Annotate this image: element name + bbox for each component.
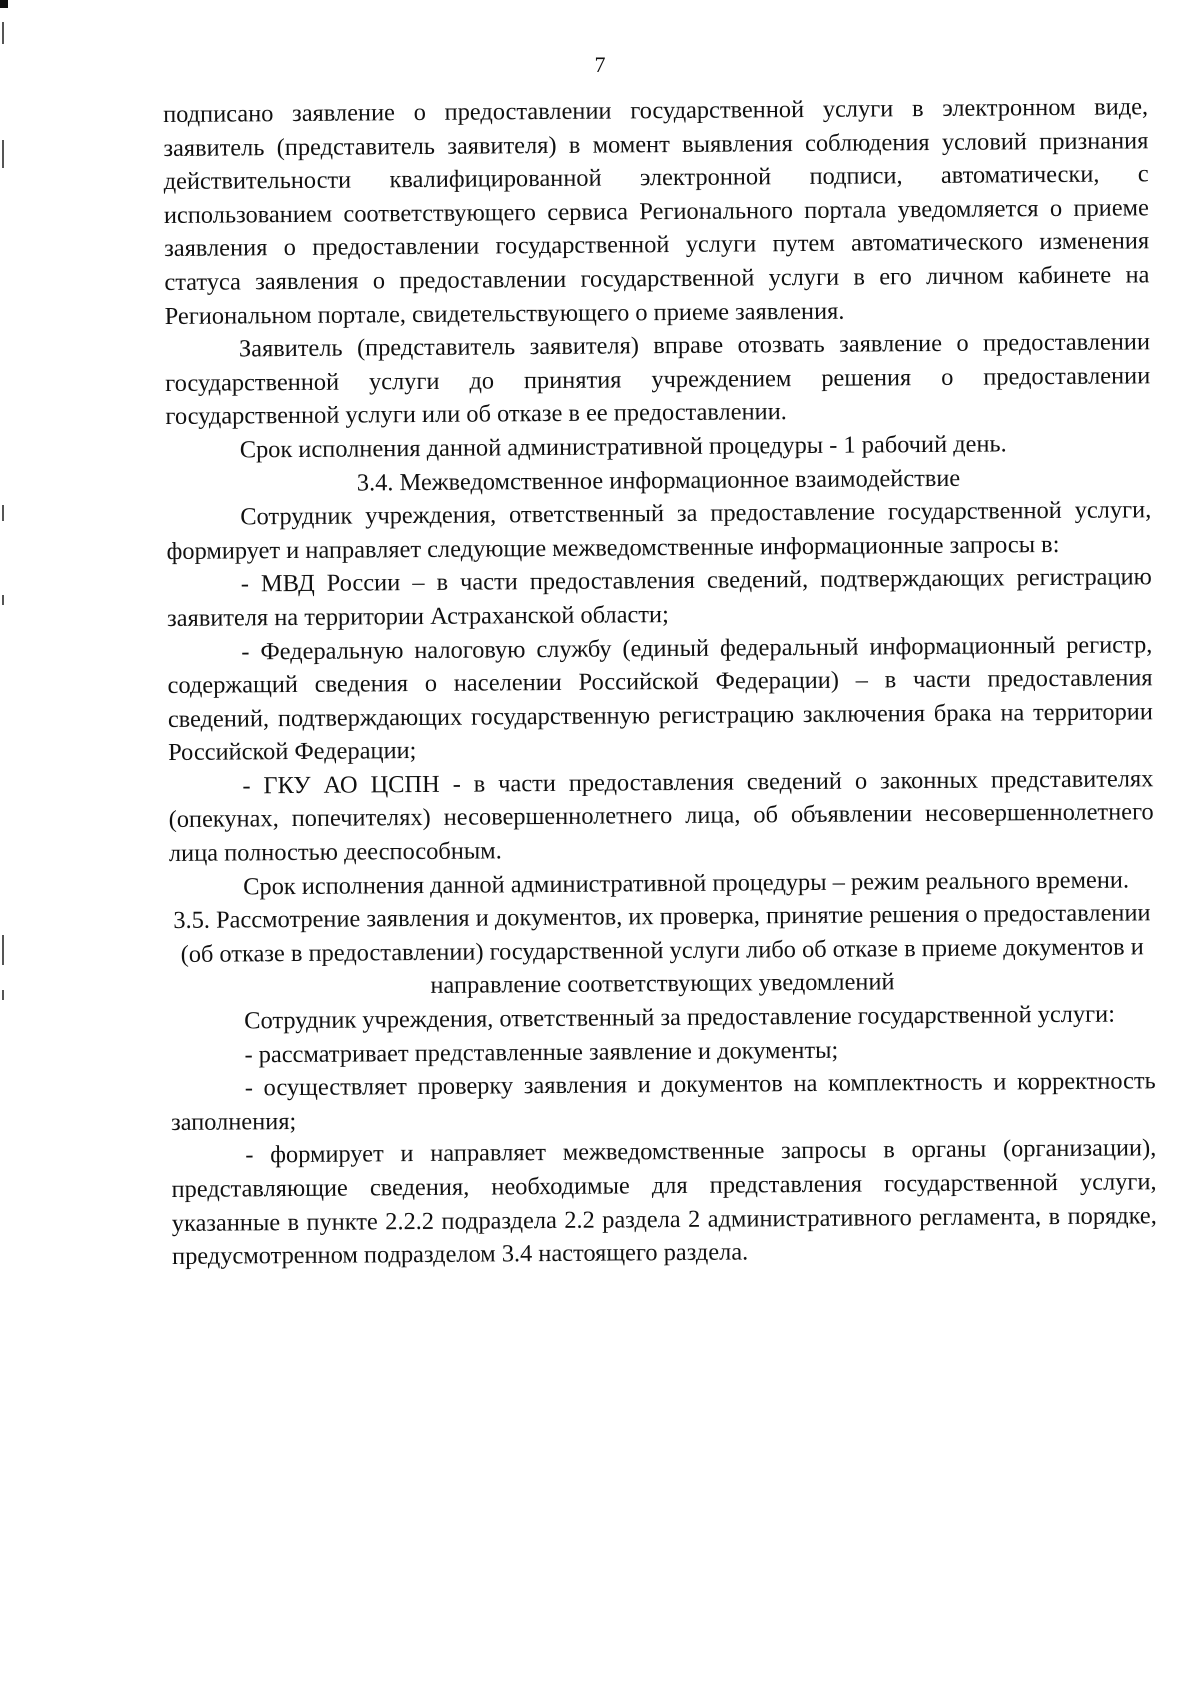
scan-edge-mark: [2, 990, 4, 1000]
scan-edge-mark: [2, 935, 4, 965]
paragraph: Заявитель (представитель заявителя) вправе отозвать заявление о предоставлении государственной услуги до принятия учреждением решения о предоставлении государственной услуги или об отказе в ее предоставлении.: [165, 328, 1151, 431]
scan-edge-mark: [2, 505, 4, 521]
section-heading: 3.4. Межведомственное информационное взаимодействие: [356, 464, 961, 497]
page-number: 7: [594, 52, 606, 77]
scan-edge-mark: [2, 22, 4, 44]
paragraph: подписано заявление о предоставлении государственной услуги в электронном виде, заявитель (представитель заявителя) в момент выявления соблюдения условий признания действительности квалифицированной электронной подписи, автоматически, с использованием соответствующего сервиса Регионального портала уведомляется о приеме заявления о предоставлении государственной услуги путем автоматического изменения статуса заявления о предоставлении государственной услуги в его личном кабинете на Региональном портале, свидетельствующего о приеме заявления.: [163, 93, 1150, 330]
list-item: - МВД России – в части предоставления сведений, подтверждающих регистрацию заявителя на территории Астраханской области;: [166, 563, 1152, 632]
list-item: - рассматривает представленные заявление и документы;: [244, 1036, 839, 1069]
list-item: - Федеральную налоговую службу (единый федеральный информационный регистр, содержащий сведения о населении Российской Федерации) – в части предоставления сведений, подтверждающих государственную регистрацию заключения брака на территории Российской Федерации;: [167, 630, 1153, 767]
list-item: - формирует и направляет межведомственные запросы в органы (организации), представляющие сведения, необходимые для представления государственной услуги, указанные в пункте 2.2.2 подраздела 2.2 раздела 2 административного регламента, в порядке, предусмотренном подразделом 3.4 настоящего раздела.: [171, 1134, 1157, 1271]
list-item: - осуществляет проверку заявления и документов на комплектность и корректность заполнения;: [170, 1067, 1156, 1136]
list-item: - ГКУ АО ЦСПН - в части предоставления сведений о законных представителях (опекунах, попечителях) несовершеннолетнего лица, об объявлении несовершеннолетнего лица полностью дееспособным.: [168, 765, 1154, 868]
section-heading: 3.5. Рассмотрение заявления и документов, их проверка, принятие решения о предоставлении (об отказе в предоставлении) государственной услуги либо об отказе в приеме документов и направление соответствующих уведомлений: [173, 899, 1151, 1000]
paragraph: Срок исполнения данной административной процедуры – режим реального времени.: [243, 866, 1130, 901]
scan-corner-mark: [0, 0, 8, 8]
paragraph: Срок исполнения данной административной процедуры - 1 рабочий день.: [239, 430, 1007, 464]
scan-edge-mark: [2, 140, 4, 168]
scan-edge-mark: [2, 595, 4, 605]
paragraph: Сотрудник учреждения, ответственный за предоставление государственной услуги:: [244, 1000, 1116, 1035]
document-body: [163, 90, 1157, 1273]
paragraph: Сотрудник учреждения, ответственный за предоставление государственной услуги, формирует и направляет следующие межведомственные информационные запросы в:: [166, 496, 1152, 565]
